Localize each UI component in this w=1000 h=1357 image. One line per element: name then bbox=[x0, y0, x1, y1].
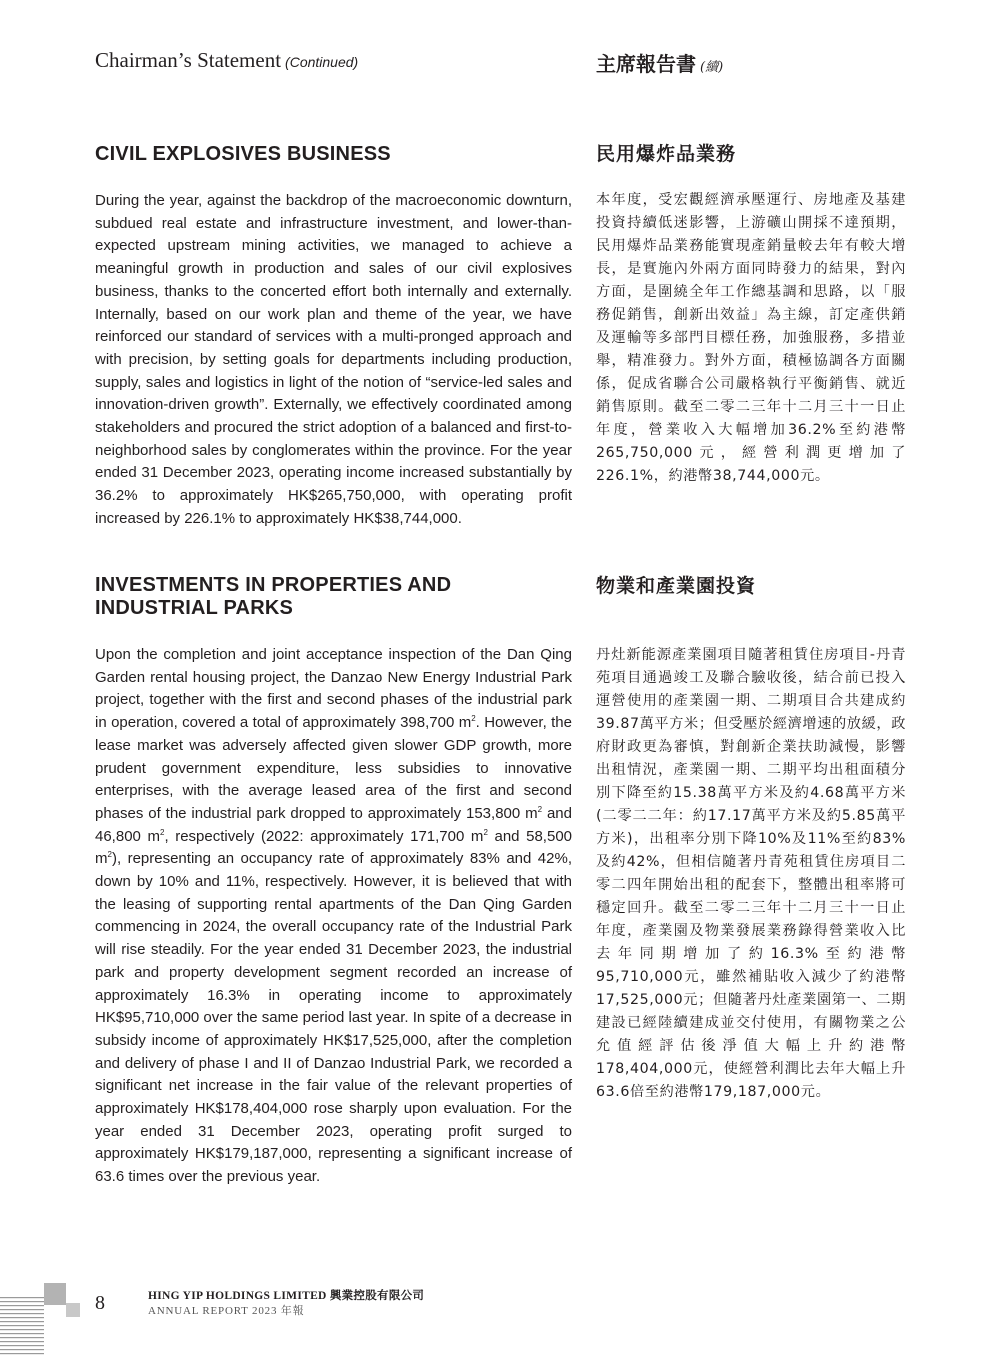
header-title-zh: 主席報告書 bbox=[596, 52, 696, 76]
header-continued-en: (Continued) bbox=[285, 54, 359, 70]
section-heading-properties-zh: 物業和產業園投資 bbox=[596, 575, 757, 597]
section-heading-civil-explosives-en: CIVIL EXPLOSIVES BUSINESS bbox=[95, 143, 391, 165]
section-heading-properties-en-line2: INDUSTRIAL PARKS bbox=[95, 597, 294, 619]
superscript: 2 bbox=[483, 827, 488, 837]
section-heading-civil-explosives-zh: 民用爆炸品業務 bbox=[596, 143, 737, 165]
paragraph-properties-en: Upon the completion and joint acceptance inspection of the Dan Qing Garden rental housing project, the Danzao New Energy Industrial Park project, together with the first and second phases of the industrial park in operation, covered a total of approximately 398,700 $m^2$. However, the lease market was adversely affected given slower GDP growth, more prudent government expenditure, less subsidies to innovative enterprises, with the average leased area of the first and second phases of the industrial park dropped to approximately 153,800 $m^2$ and 46,800 $m^2$, respectively (2022: approximately 171,700 $m^2$ and 58,500 $m^2$), representing an occupancy rate of approximately 83% and 42%, down by 10% and 11%, respectively. However, it is believed that with the leasing of supporting rental apartments of the Dan Qing Garden commencing in 2024, the overall occupancy rate of the Industrial Park will rise steadily. For the year ended 31 December 2023, the industrial park and property development segment recorded an increase of approximately 16.3% in operating income to approximately HK$95,710,000 over the same period last year. In spite of a decrease in subsidy income of approximately HK$17,525,000, after the completion and delivery of phase I and II of Danzao Industrial Park, we recorded a significant net increase in the fair value of the relevant properties of approximately HK$178,404,000 rose sharply upon evaluation. For the year ended 31 December 2023, operating profit surged to approximately HK$179,187,000, representing a significant increase of 63.6 times over the previous year. bbox=[95, 646, 572, 1186]
section-heading-properties-en-line1: INVESTMENTS IN PROPERTIES AND bbox=[95, 574, 452, 596]
footer-company-name: HING YIP HOLDINGS LIMITED 興業控股有限公司 bbox=[148, 1290, 425, 1302]
paragraph-civil-explosives-zh: 本年度，受宏觀經濟承壓運行、房地產及基建投資持續低迷影響，上游礦山開採不達預期，民用爆炸品業務能實現產銷量較去年有較大增長，是實施內外兩方面同時發力的結果，對內方面，是圍繞全年工作總基調和思路，以「服務促銷售，創新出效益」為主線，訂定產供銷及運輸等多部門目標任務，加強服務，多措並舉，精准發力。對外方面，積極協調各方面關係，促成省聯合公司嚴格執行平衡銷售、就近銷售原則。截至二零二三年十二月三十一日止年度，營業收入大幅增加36.2%至約港幣265,750,000元，經營利潤更增加了226.1%，約港幣38,744,000元。 bbox=[596, 192, 906, 484]
superscript: 2 bbox=[107, 850, 112, 860]
superscript: 2 bbox=[537, 804, 543, 814]
running-header-en bbox=[95, 48, 358, 73]
paragraph-properties-zh: 丹灶新能源產業園項目隨著租賃住房項目-丹青苑項目通過竣工及聯合驗收後，結合前已投入運營使用的產業園一期、二期項目合共建成約39.87萬平方米；但受壓於經濟增速的放緩，政府財政更為審慎，對創新企業扶助減慢，影響出租情況，產業園一期、二期平均出租面積分別下降至約15.38萬平方米及約4.68萬平方米(二零二二年：約17.17萬平方米及約5.85萬平方米)，出租率分別下降10%及11%至約83%及約42%，但相信隨著丹青苑租賃住房項目二零二四年開始出租的配套下，整體出租率將可穩定回升。截至二零二三年十二月三十一日止年度，產業園及物業發展業務錄得營業收入比去年同期增加了約16.3%至約港幣95,710,000元，雖然補貼收入減少了約港幣17,525,000元；但隨著丹灶產業園第一、二期建設已經陸續建成並交付使用，有關物業之公允值經評估後淨值大幅上升約港幣178,404,000元，使經營利潤比去年大幅上升63.6倍至約港幣179,187,000元。 bbox=[596, 647, 906, 1100]
footer-decoration-graphic bbox=[0, 1283, 85, 1357]
superscript: 2 bbox=[471, 714, 476, 724]
running-header-zh bbox=[596, 48, 723, 77]
section-heading-properties-en bbox=[95, 574, 575, 620]
header-title-en: Chairman’s Statement bbox=[95, 48, 282, 72]
paragraph-civil-explosives-en: During the year, against the backdrop of the macroeconomic downturn, subdued real estate and infrastructure investment, and lower-than-expected upstream mining activities, we managed to achieve a meaningful growth in production and sales of our civil explosives business, thanks to the concerted effort both internally and externally. Internally, based on our work plan and theme of the year, we have reinforced our standard of services with a multi-pronged approach and with precision, by setting goals for departments including production, supply, sales and logistics in light of the notion of “service-led sales and innovation-driven growth”. Externally, we effectively coordinated among stakeholders and procured the strict adoption of a balanced and first-to-neighborhood sales by conglomerates within the province. For the year ended 31 December 2023, operating income increased substantially by 36.2% to approximately HK$265,750,000, with operating profit increased by 226.1% to approximately HK$38,744,000. bbox=[95, 192, 572, 527]
footer-report-title: ANNUAL REPORT 2023 年報 bbox=[148, 1305, 305, 1317]
header-continued-zh: (續) bbox=[700, 60, 724, 75]
page-number: 8 bbox=[95, 1292, 105, 1314]
superscript: 2 bbox=[159, 827, 165, 837]
